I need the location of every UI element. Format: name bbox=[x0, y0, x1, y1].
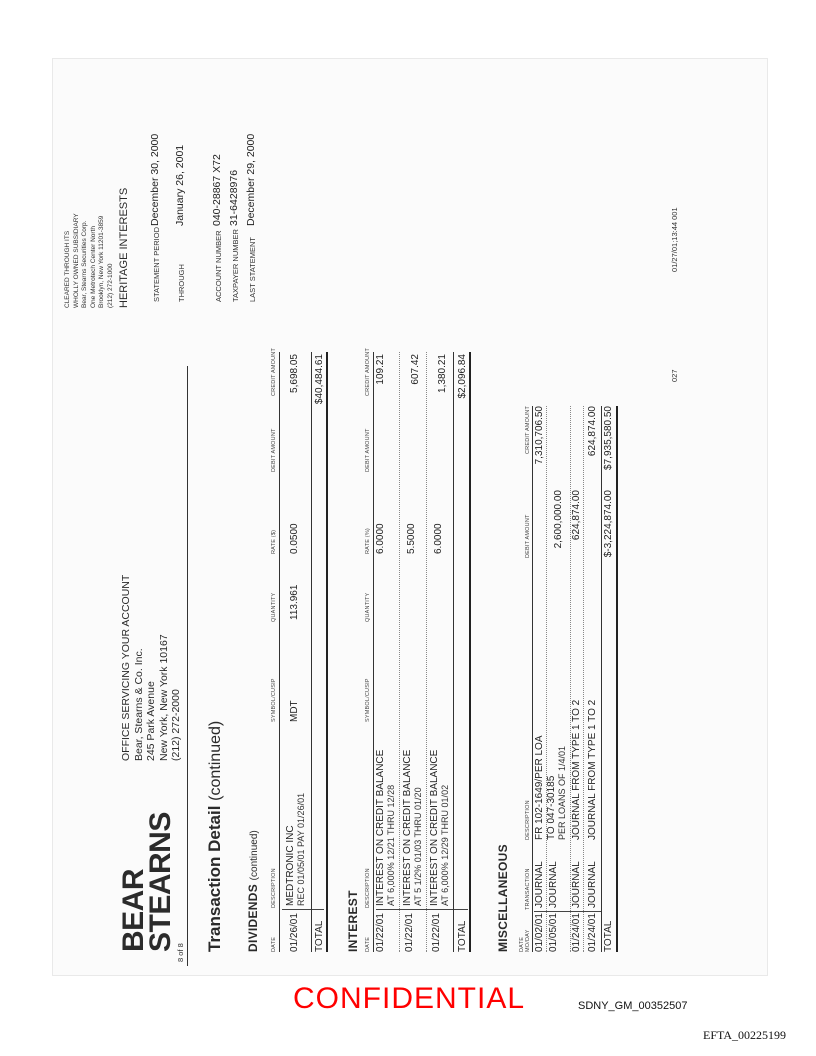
account-name: HERITAGE INTERESTS bbox=[118, 187, 130, 308]
col-debit: DEBIT AMOUNT bbox=[271, 428, 277, 472]
col-description: DESCRIPTION bbox=[271, 868, 277, 908]
interest-desc-line1: INTEREST ON CREDIT BALANCE bbox=[402, 749, 413, 906]
bates-number: SDNY_GM_00352507 bbox=[578, 1000, 688, 1012]
interest-row-date: 01/22/01 bbox=[431, 913, 442, 952]
account-number-label: ACCOUNT NUMBER bbox=[214, 230, 223, 302]
misc-row-credit: 7,310,706.50 bbox=[534, 406, 545, 465]
misc-heading: MISCELLANEOUS bbox=[496, 844, 510, 952]
misc-row-credit: 624,874.00 bbox=[587, 406, 598, 457]
interest-total-rule bbox=[453, 352, 454, 952]
misc-desc-line1: TO 047-30185 bbox=[546, 775, 557, 840]
dividends-heading-text: DIVIDENDS bbox=[246, 883, 260, 952]
misc-desc-line2: PER LOANS OF 1/4/01 bbox=[557, 745, 567, 840]
misc-row-description: JOURNAL FROM TYPE 1 TO 2 bbox=[571, 699, 582, 840]
dividends-header-rule bbox=[279, 352, 280, 952]
misc-row-separator bbox=[583, 406, 584, 952]
misc-row-description: FR 102-1649/PER LOA bbox=[534, 735, 545, 840]
col-date: DATE bbox=[271, 936, 277, 952]
dividends-total-value: $40,484.61 bbox=[314, 354, 325, 405]
clearing-line: Brooklyn, New York 11201-3859 bbox=[98, 215, 105, 308]
dividend-desc-line1: MEDTRONIC INC bbox=[285, 825, 296, 906]
office-line: (212) 272-2000 bbox=[170, 689, 182, 761]
interest-end-rule bbox=[469, 352, 471, 952]
col-rate: RATE (%) bbox=[365, 528, 371, 554]
col-date-line2: MO/DAY bbox=[525, 929, 531, 952]
misc-row-date: 01/24/01 bbox=[587, 913, 598, 952]
dividend-row-quantity: 113.961 bbox=[289, 584, 300, 620]
dividends-continued: (continued) bbox=[249, 830, 260, 881]
through-label: THROUGH bbox=[177, 264, 186, 302]
bear-stearns-logo bbox=[117, 812, 177, 952]
office-address bbox=[120, 575, 183, 761]
misc-row-debit: 2,600,000.00 bbox=[553, 490, 564, 549]
interest-row-date: 01/22/01 bbox=[375, 913, 386, 952]
interest-row-rate: 5.5000 bbox=[406, 523, 417, 554]
interest-row-credit: 607.42 bbox=[410, 354, 421, 385]
misc-row-description: JOURNAL FROM TYPE 1 TO 2 bbox=[587, 699, 598, 840]
interest-row-separator bbox=[426, 352, 427, 952]
account-number-value: 040-28867 X72 bbox=[211, 154, 223, 226]
col-date: DATE bbox=[365, 936, 371, 952]
col-rate: RATE ($) bbox=[271, 529, 277, 554]
col-credit: CREDIT AMOUNT bbox=[525, 405, 531, 454]
clearing-line: One Metrotech Center North bbox=[89, 225, 97, 308]
interest-total-value: $2,096.84 bbox=[457, 354, 468, 399]
misc-row-separator bbox=[546, 406, 547, 952]
statement-period-label: STATEMENT PERIOD bbox=[152, 226, 161, 302]
title-main: Transaction Detail bbox=[205, 805, 224, 952]
interest-row-rate: 6.0000 bbox=[433, 523, 444, 554]
misc-total-debit: $-3,224,874.00 bbox=[603, 490, 614, 558]
statement-page bbox=[60, 66, 760, 966]
misc-row-date: 01/05/01 bbox=[548, 913, 559, 952]
page-title bbox=[205, 721, 225, 952]
interest-row-description bbox=[402, 750, 424, 906]
misc-row-description bbox=[547, 746, 567, 840]
col-date-line1: DATE bbox=[519, 936, 525, 952]
interest-desc-line1: INTEREST ON CREDIT BALANCE bbox=[429, 749, 440, 906]
interest-total-label: TOTAL bbox=[457, 920, 468, 952]
last-statement-value: December 29, 2000 bbox=[245, 133, 257, 226]
interest-row-description bbox=[429, 750, 451, 906]
misc-end-rule bbox=[616, 406, 618, 952]
dividend-row-date: 01/26/01 bbox=[289, 913, 300, 952]
footer-code: 027 bbox=[670, 369, 679, 382]
misc-total-label: TOTAL bbox=[603, 920, 614, 952]
office-line: OFFICE SERVICING YOUR ACCOUNT bbox=[120, 574, 132, 761]
interest-desc-line2: AT 6,000% 12/29 THRU 01/02 bbox=[440, 784, 450, 906]
dividends-end-rule bbox=[326, 352, 328, 952]
dividend-row-rate: 0.0500 bbox=[289, 523, 300, 554]
title-continued: (continued) bbox=[207, 720, 224, 801]
col-date bbox=[519, 930, 531, 953]
misc-row-transaction: JOURNAL bbox=[587, 861, 598, 908]
col-debit: DEBIT AMOUNT bbox=[525, 514, 531, 558]
col-description: DESCRIPTION bbox=[365, 868, 371, 908]
dividend-row-symbol: MDT bbox=[289, 700, 300, 722]
misc-row-date: 01/24/01 bbox=[571, 913, 582, 952]
dividends-total-label: TOTAL bbox=[314, 920, 325, 952]
office-line: Bear, Stearns & Co. Inc. bbox=[132, 648, 145, 761]
interest-heading: INTEREST bbox=[346, 890, 360, 952]
clearing-address bbox=[64, 213, 115, 308]
interest-row-rate: 6.0000 bbox=[375, 523, 386, 554]
logo-line-2: STEARNS bbox=[144, 812, 177, 952]
interest-desc-line2: AT 6,000% 12/21 THRU 12/28 bbox=[386, 784, 396, 906]
misc-row-transaction: JOURNAL bbox=[571, 861, 582, 908]
col-quantity: QUANTITY bbox=[271, 592, 277, 622]
interest-row-credit: 1,380.21 bbox=[437, 354, 448, 393]
misc-row-transaction: JOURNAL bbox=[534, 861, 545, 908]
clearing-line: CLEARED THROUGH ITS bbox=[64, 230, 71, 308]
misc-row-debit: 624,874.00 bbox=[571, 490, 582, 541]
dividends-total-rule bbox=[311, 352, 312, 952]
taxpayer-label: TAXPAYER NUMBER bbox=[231, 229, 240, 302]
col-credit: CREDIT AMOUNT bbox=[365, 347, 371, 396]
misc-total-credit: $7,935,580.50 bbox=[603, 406, 614, 470]
office-line: New York, New York 10167 bbox=[157, 634, 170, 761]
dividends-date-divider bbox=[282, 909, 324, 910]
interest-desc-line2: AT 5 1/2% 01/03 THRU 01/20 bbox=[413, 787, 423, 906]
clearing-line: Bear, Stearns Securities Corp. bbox=[81, 220, 88, 308]
efta-number: EFTA_00225199 bbox=[703, 1028, 787, 1042]
dividends-heading bbox=[246, 830, 260, 952]
col-description: DESCRIPTION bbox=[525, 800, 531, 840]
misc-total-rule bbox=[601, 406, 602, 952]
interest-row-description bbox=[375, 750, 397, 906]
interest-desc-line1: INTEREST ON CREDIT BALANCE bbox=[375, 749, 386, 906]
misc-row-transaction: JOURNAL bbox=[548, 861, 559, 908]
col-symbol: SYMBOL/CUSIP bbox=[271, 678, 277, 722]
dividend-desc-line2: REC 01/05/01 PAY 01/26/01 bbox=[296, 792, 306, 906]
interest-row-separator bbox=[399, 352, 400, 952]
interest-header-rule bbox=[373, 352, 374, 952]
col-debit: DEBIT AMOUNT bbox=[365, 428, 371, 472]
logo-line-1: BEAR bbox=[117, 868, 150, 952]
interest-row-date: 01/22/01 bbox=[404, 913, 415, 952]
clearing-line: WHOLLY OWNED SUBSIDIARY bbox=[72, 213, 80, 308]
taxpayer-value: 31-6428976 bbox=[228, 169, 240, 226]
confidential-stamp: CONFIDENTIAL bbox=[293, 982, 526, 1015]
col-symbol: SYMBOL/CUSIP bbox=[365, 678, 371, 722]
through-value: January 26, 2001 bbox=[174, 144, 186, 226]
interest-date-divider bbox=[376, 909, 468, 910]
col-transaction: TRANSACTION bbox=[525, 868, 531, 910]
statement-period-value: December 30, 2000 bbox=[149, 133, 161, 226]
page-number: 8 of 8 bbox=[176, 943, 185, 962]
footer-timestamp: 01/27/01;13:44 001 bbox=[670, 207, 679, 272]
last-statement-label: LAST STATEMENT bbox=[248, 236, 257, 302]
misc-date-divider bbox=[534, 911, 602, 912]
interest-row-credit: 109.21 bbox=[375, 354, 386, 385]
header-rule bbox=[187, 366, 188, 966]
col-quantity: QUANTITY bbox=[365, 592, 371, 622]
misc-row-date: 01/02/01 bbox=[534, 913, 545, 952]
col-credit: CREDIT AMOUNT bbox=[271, 347, 277, 396]
dividend-row-description bbox=[285, 793, 307, 906]
dividend-row-credit: 5,698.05 bbox=[289, 354, 300, 393]
office-line: 245 Park Avenue bbox=[145, 681, 157, 761]
clearing-line: (212) 272-1000 bbox=[106, 263, 114, 308]
misc-header-rule bbox=[532, 406, 533, 952]
